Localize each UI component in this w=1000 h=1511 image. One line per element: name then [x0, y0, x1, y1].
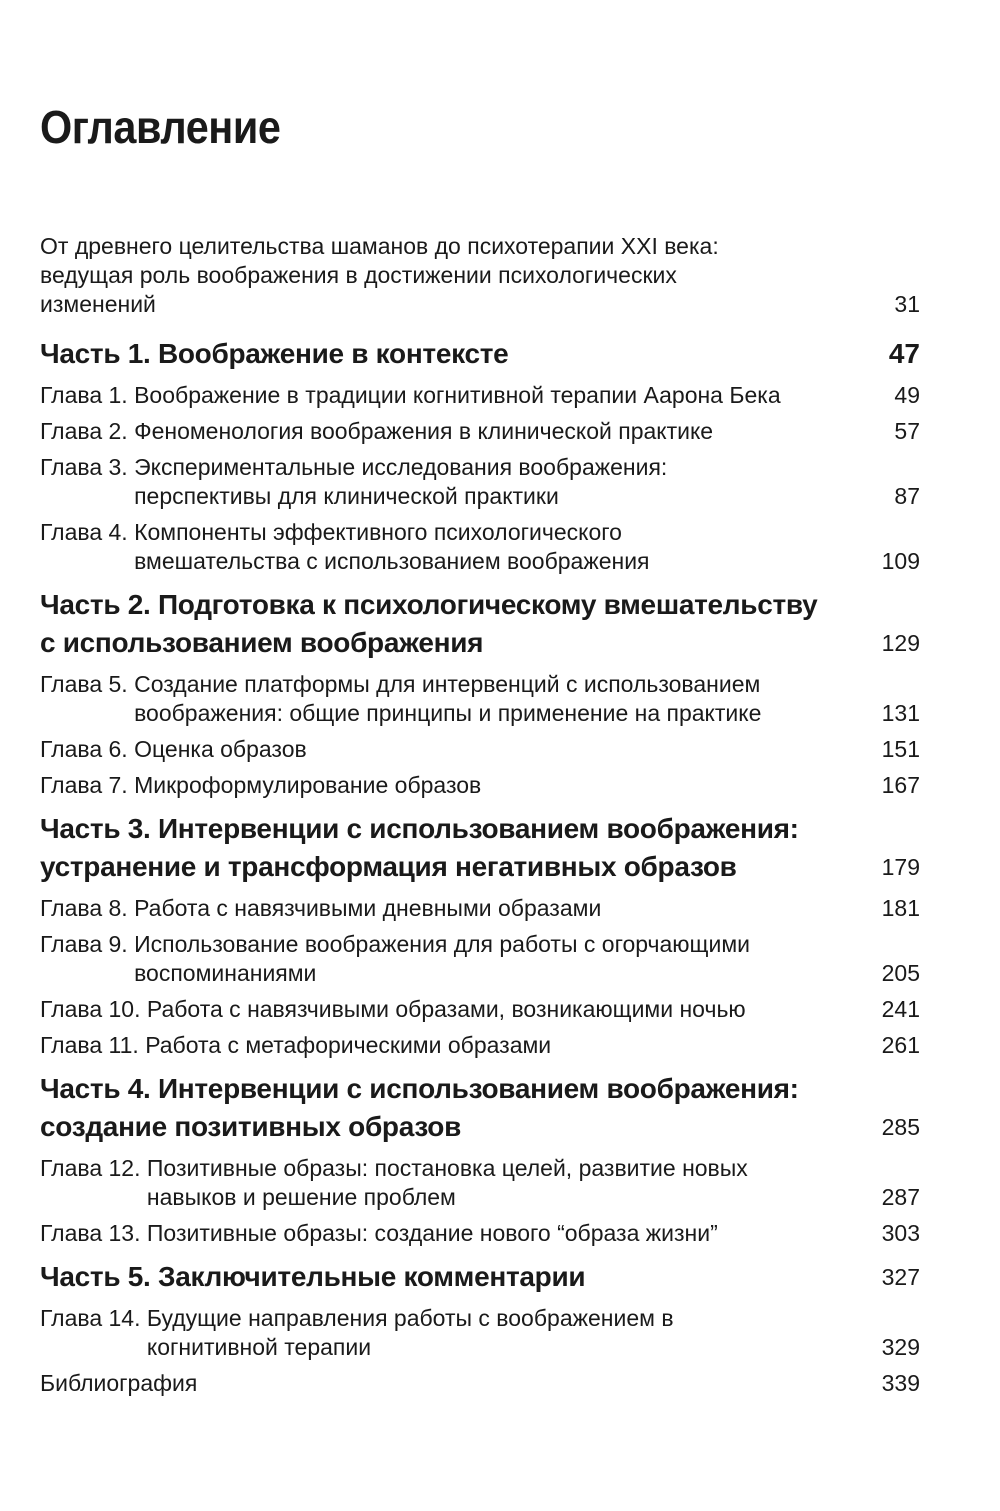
part-1-title: Часть 1. Воображение в контексте [40, 338, 509, 369]
part-1-page: 47 [888, 338, 920, 369]
chapter-10: Глава 10. Работа с навязчивыми образами, возникающими ночью 241 [40, 996, 920, 1022]
chapter-9: Глава 9. Использование воображения для работы с огорчающими воспоминаниями 205 [40, 931, 920, 986]
chapter-7: Глава 7. Микроформулирование образов 167 [40, 772, 920, 798]
chapter-8: Глава 8. Работа с навязчивыми дневными образами 181 [40, 895, 920, 921]
bibliography-page: 339 [881, 1370, 920, 1396]
intro-page: 31 [894, 291, 920, 317]
part-4-title: Часть 4. Интервенции с использованием воображения: создание позитивных образов [40, 1073, 799, 1142]
chapter-5: Глава 5. Создание платформы для интервенций с использованием воображения: общие принципы и применение на практике 131 [40, 671, 920, 726]
part-3 [40, 810, 920, 886]
chapter-12: Глава 12. Позитивные образы: постановка целей, развитие новых навыков и решение проблем 287 [40, 1155, 920, 1210]
chapter-11: Глава 11. Работа с метафорическими образами 261 [40, 1032, 920, 1058]
part-2-title: Часть 2. Подготовка к психологическому вмешательству с использованием воображения [40, 589, 818, 658]
chapter-14: Глава 14. Будущие направления работы с воображением в когнитивной терапии 329 [40, 1305, 920, 1360]
chapter-13: Глава 13. Позитивные образы: создание нового “образа жизни” 303 [40, 1220, 920, 1246]
part-3-title: Часть 3. Интервенции с использованием воображения: устранение и трансформация негативных образов [40, 813, 799, 882]
chapter-2: Глава 2. Феноменология воображения в клинической практике 57 [40, 418, 920, 444]
part-5-title: Часть 5. Заключительные комментарии [40, 1261, 586, 1292]
part-5-page: 327 [881, 1264, 920, 1290]
part-1 [40, 335, 920, 373]
part-5 [40, 1258, 920, 1296]
chapter-1: Глава 1. Воображение в традиции когнитивной терапии Аарона Бека 49 [40, 382, 920, 408]
intro-text: От древнего целительства шаманов до психотерапии XXI века: ведущая роль воображения в достижении психологических изменений [40, 233, 719, 317]
bibliography-text: Библиография [40, 1370, 198, 1396]
part-2-page: 129 [881, 630, 920, 656]
part-3-page: 179 [881, 854, 920, 880]
part-2 [40, 586, 920, 662]
bibliography-entry [40, 1369, 920, 1398]
part-4-page: 285 [881, 1114, 920, 1140]
chapter-4: Глава 4. Компоненты эффективного психологического вмешательства с использованием воображения 109 [40, 519, 920, 574]
chapter-6: Глава 6. Оценка образов 151 [40, 736, 920, 762]
page-title: Оглавление [40, 101, 281, 153]
intro-entry [40, 232, 920, 319]
chapter-3: Глава 3. Экспериментальные исследования воображения: перспективы для клинической практики 87 [40, 454, 920, 509]
part-4 [40, 1070, 920, 1146]
